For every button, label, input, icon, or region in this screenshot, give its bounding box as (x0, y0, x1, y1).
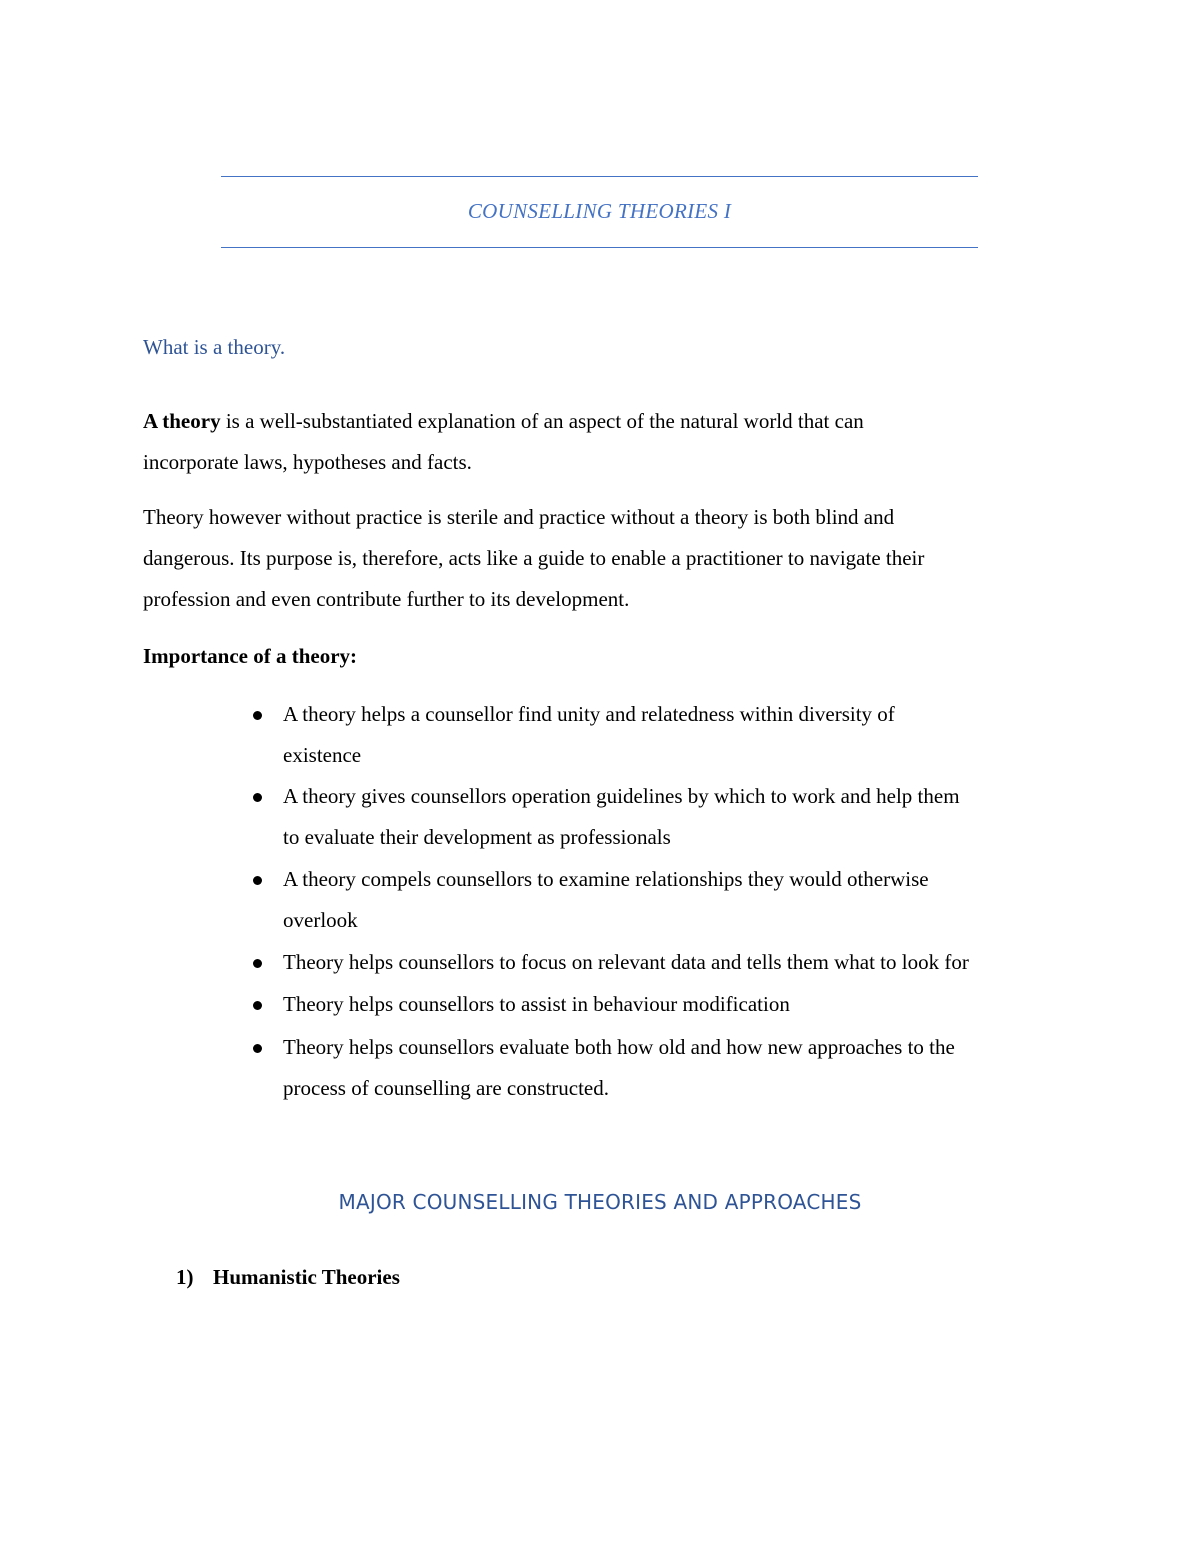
title-block (221, 176, 978, 248)
list-item (283, 776, 1083, 858)
purpose-line-1: Theory however without practice is sterile and practice without a theory is both blind and (143, 505, 895, 529)
definition-line-1 (143, 401, 1063, 442)
list-item-text-cont: process of counselling are constructed. (283, 1076, 609, 1100)
purpose-line-3: profession and even contribute further to its development. (143, 587, 630, 611)
list-item (283, 694, 1083, 776)
major-theories-heading: MAJOR COUNSELLING THEORIES AND APPROACHES (338, 1190, 862, 1214)
list-item-text: Theory helps counsellors to focus on relevant data and tells them what to look for (283, 950, 969, 974)
purpose-line-2: dangerous. Its purpose is, therefore, acts like a guide to enable a practitioner to navigate their (143, 546, 925, 570)
importance-heading: Importance of a theory: (143, 644, 358, 668)
bullet-icon (253, 793, 262, 802)
section-heading: What is a theory. (143, 335, 286, 359)
numbered-heading-label: Humanistic Theories (213, 1265, 400, 1289)
list-item-text: A theory helps a counsellor find unity and relatedness within diversity of (283, 702, 895, 726)
list-item (283, 1027, 1083, 1109)
bullet-icon (253, 876, 262, 885)
bullet-icon (253, 1001, 262, 1010)
document-title: COUNSELLING THEORIES I (467, 199, 732, 223)
bullet-icon (253, 711, 262, 720)
list-item-text-cont: to evaluate their development as professionals (283, 825, 671, 849)
definition-paragraph (143, 401, 1063, 483)
bullet-icon (253, 1044, 262, 1053)
list-item-text: Theory helps counsellors to assist in behaviour modification (283, 992, 790, 1016)
list-item-text: Theory helps counsellors evaluate both how old and how new approaches to the (283, 1035, 955, 1059)
list-item (283, 859, 1083, 941)
list-item (283, 942, 1083, 983)
definition-line-2: incorporate laws, hypotheses and facts. (143, 450, 472, 474)
bullet-icon (253, 959, 262, 968)
definition-term: A theory (143, 409, 221, 433)
list-item-text-cont: overlook (283, 908, 358, 932)
numbered-heading-number: 1) (176, 1265, 194, 1289)
numbered-heading (176, 1265, 400, 1290)
list-item-text: A theory gives counsellors operation guidelines by which to work and help them (283, 784, 960, 808)
list-item (283, 984, 1083, 1025)
list-item-text-cont: existence (283, 743, 362, 767)
definition-text: is a well-substantiated explanation of an aspect of the natural world that can (220, 409, 864, 433)
list-item-text: A theory compels counsellors to examine relationships they would otherwise (283, 867, 929, 891)
purpose-paragraph (143, 497, 1063, 620)
